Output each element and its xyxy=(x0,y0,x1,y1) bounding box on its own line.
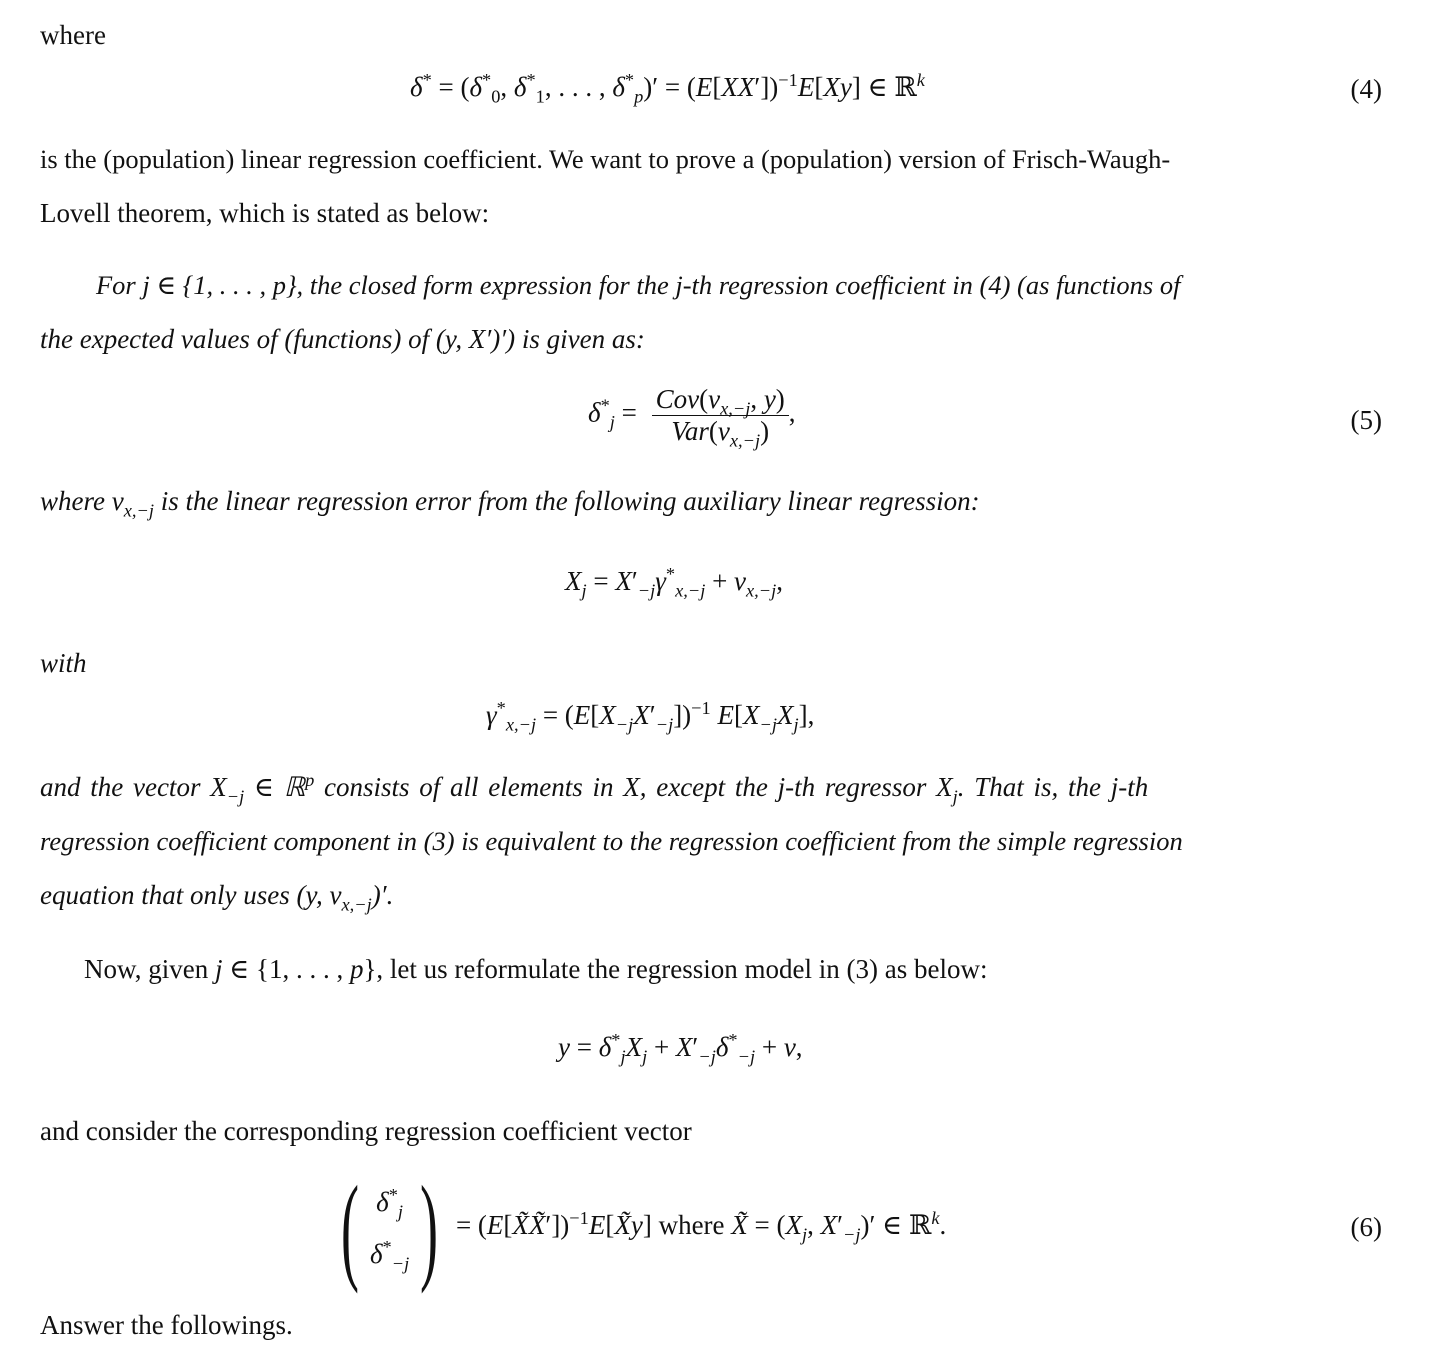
equation-5-number: (5) xyxy=(1350,405,1382,435)
auxiliary-regression: $X_j = X'_{-j}\gamma^*_{x,-j} + v_{x,-j}$, xyxy=(565,564,784,601)
equation-4-number: (4) xyxy=(1350,74,1382,104)
and-line: equation that only uses (y, $v_{x,-j})'$. xyxy=(40,880,394,915)
and-line: and the vector $X_{-j}$ ∈ ℝ$^p$ consists of all elements in X, except the j-th regressor $X_j$. That is, the j-th xyxy=(40,770,1149,807)
consider-line: and consider the corresponding regression coefficient vector xyxy=(40,1116,692,1146)
theorem-line: For j ∈ {1, . . . , p}, the closed form expression for the j-th regression coefficient in (4) (as functions of xyxy=(96,270,1181,300)
where-v-line: where $v_{x,-j}$ is the linear regression error from the following auxiliary linear regression: xyxy=(40,486,980,521)
equation-6: ( $\delta^*_j$ $\delta^*_{-j}$ ) = (E[X̃X̃′])$^{-1}$E[X̃y] where X̃ = ($X_j$, $X'_{-j})'$ ∈ ℝ$^k$. xyxy=(340,1161,947,1294)
paragraph-line: Lovell theorem, which is stated as below: xyxy=(40,198,490,228)
reformulated-model: $y = \delta^*_jX_j + X'_{-j}\delta^*_{-j} + v$, xyxy=(558,1030,803,1067)
equation-5: $\delta^*_j$ = $\frac{Cov(v_{x,-j}, y)}{Var(v_{x,-j})}$ , xyxy=(588,384,796,451)
gamma-definition: $\gamma^*_{x,-j} = (E[X_{-j}X'_{-j}])^{-1}$ $E[X_{-j}X_j]$, xyxy=(486,698,815,735)
answer-line: Answer the followings. xyxy=(40,1310,293,1340)
now-line: Now, given j ∈ {1, . . . , p}, let us reformulate the regression model in (3) as below: xyxy=(84,954,988,984)
paragraph-line: is the (population) linear regression coefficient. We want to prove a (population) version of Frisch-Waugh- xyxy=(40,144,1171,174)
with-label: with xyxy=(40,648,87,678)
theorem-line: the expected values of (functions) of (y, X′)′) is given as: xyxy=(40,324,645,354)
where-label: where xyxy=(40,20,106,50)
equation-4: $\delta^* = (\delta^*_0$, $\delta^*_1$, . . . , $\delta^*_p)' = (E[XX'])^{-1}E[Xy]$ ∈ ℝ$^k$ xyxy=(410,70,925,107)
and-line: regression coefficient component in (3) is equivalent to the regression coefficient from the simple regression xyxy=(40,826,1183,856)
equation-6-number: (6) xyxy=(1350,1212,1382,1242)
